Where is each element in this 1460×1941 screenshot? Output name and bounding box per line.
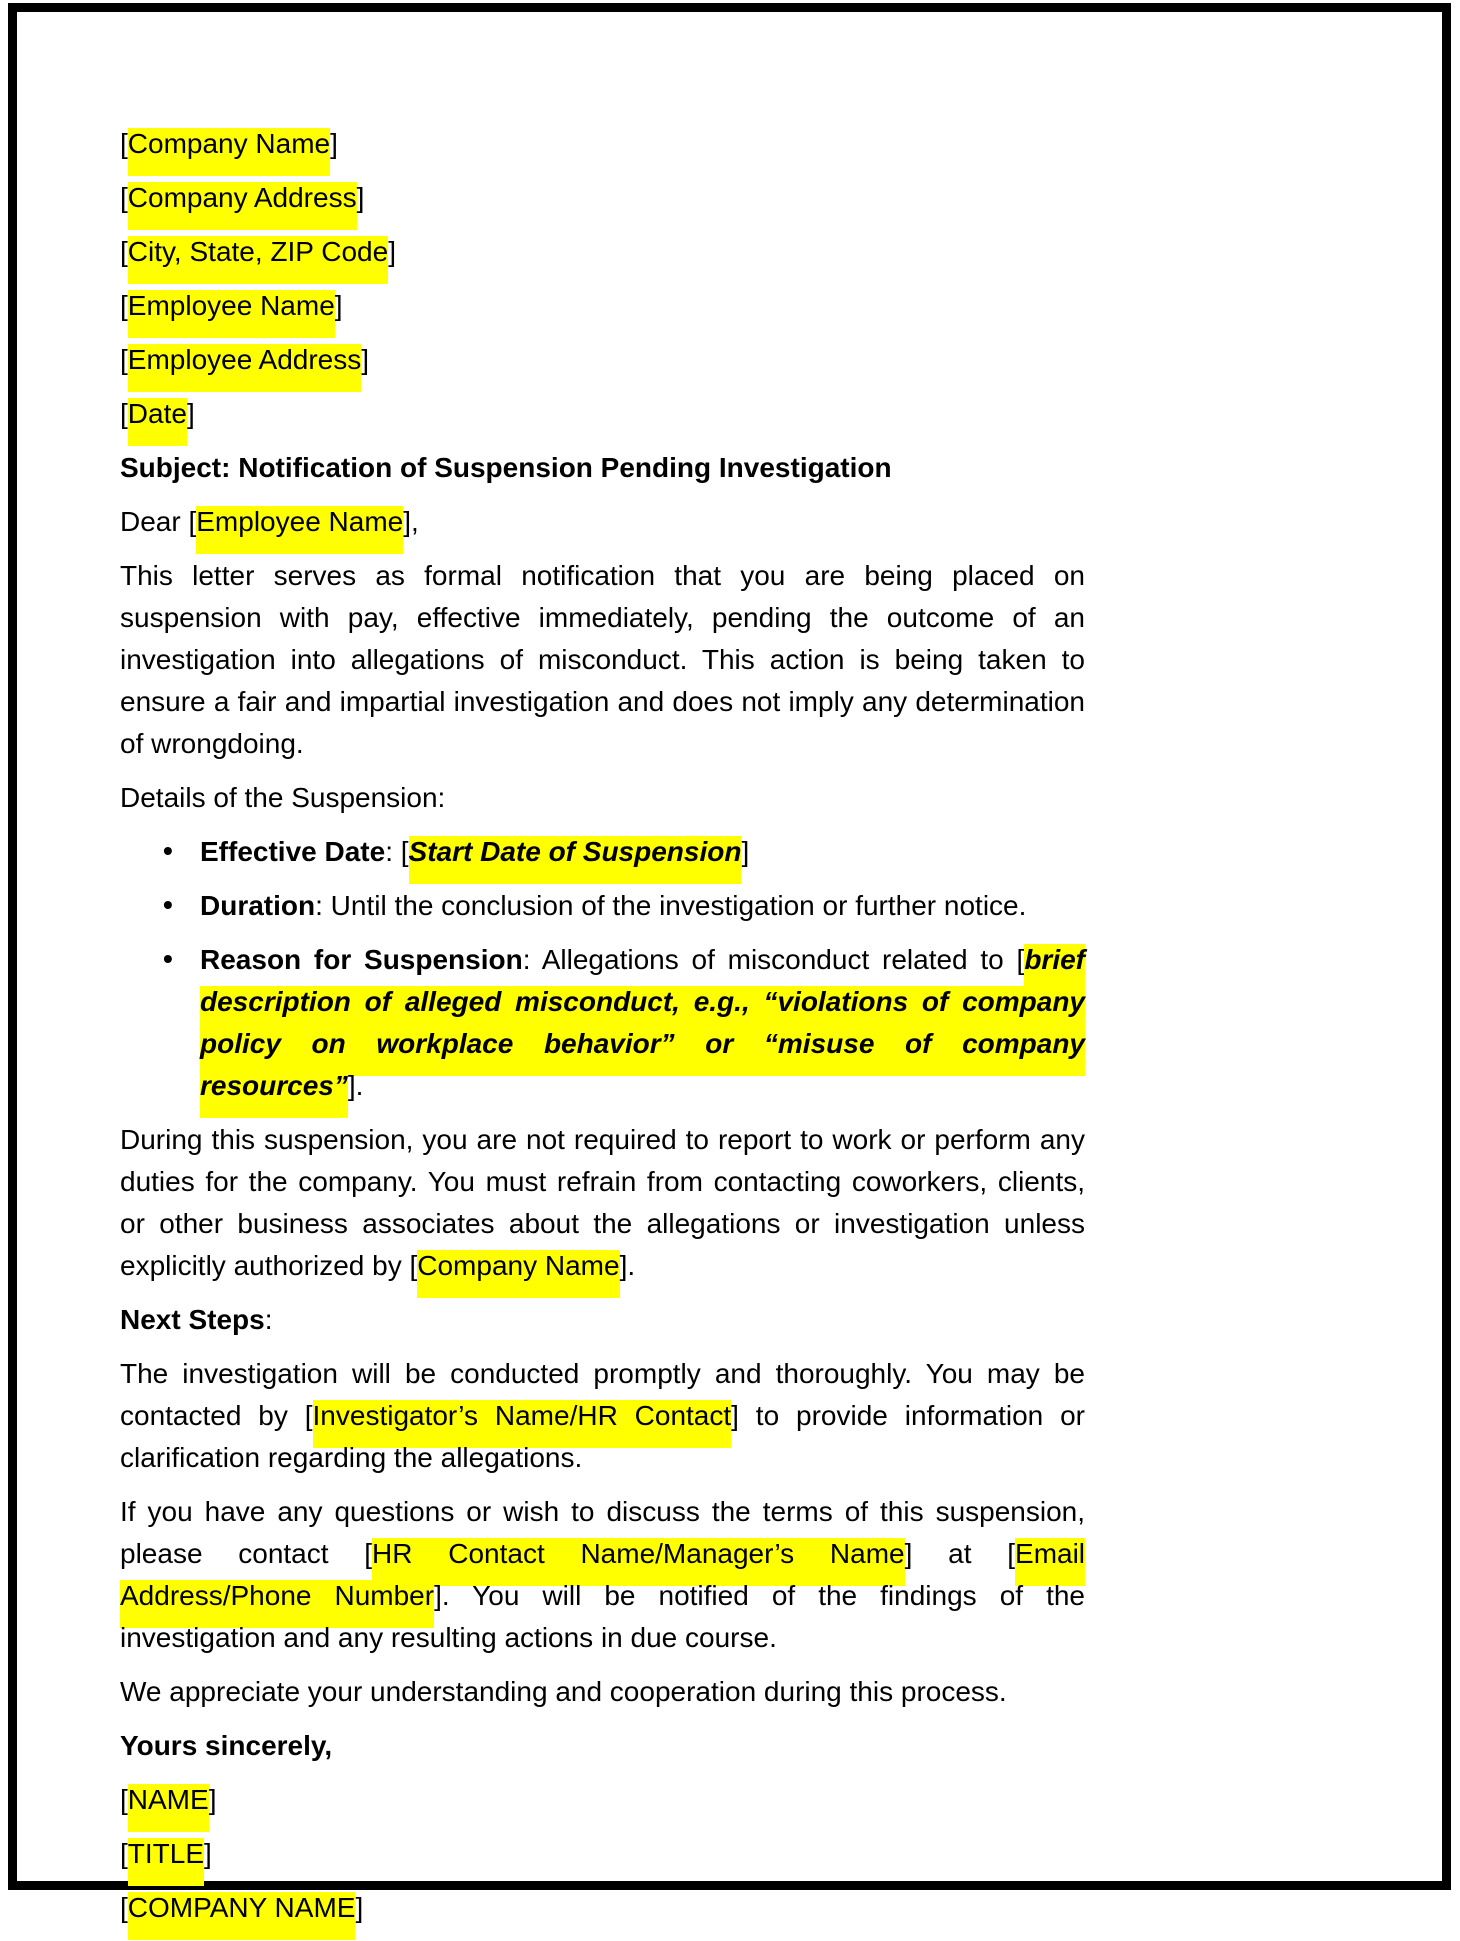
placeholder-line-employee-address <box>120 339 1085 381</box>
bullet-effective-date <box>200 831 1085 873</box>
misconduct-description-placeholder: brief description of alleged misconduct, e.g., “violations of company policy on workplace behavior” or “misuse of company resources” <box>200 944 1085 1118</box>
bullet-pre: : [ <box>385 836 409 867</box>
date-placeholder: Date <box>128 398 187 446</box>
bullet-text: Until the conclusion of the investigation or further notice. <box>330 890 1027 921</box>
details-heading: Details of the Suspension: <box>120 782 446 813</box>
during-suspension-paragraph <box>120 1119 1085 1287</box>
employee-address-placeholder: Employee Address <box>128 344 361 392</box>
intro-paragraph: This letter serves as formal notification that you are being placed on suspension with pay, effective immediately, pending the outcome of an investigation into allegations of misconduct. This action is being taken to ensure a fair and impartial investigation and does not imply any determination of wrongdoing. <box>120 560 1085 759</box>
bracket-close: ] <box>356 182 365 213</box>
start-date-placeholder: Start Date of Suspension <box>409 836 742 884</box>
bullet-reason <box>200 939 1085 1107</box>
paragraph-text: If you have any questions or wish to discuss the terms of this suspension, please contact [ <box>120 1496 1085 1569</box>
salutation-prefix: Dear [ <box>120 506 197 537</box>
bracket-open: [ <box>120 1784 128 1815</box>
employee-name-placeholder: Employee Name <box>128 290 335 338</box>
salutation-suffix: ], <box>403 506 419 537</box>
bracket-close: ] <box>186 398 195 429</box>
placeholder-line-signature-name <box>120 1779 1085 1821</box>
bracket-open: [ <box>120 290 128 321</box>
email-phone-placeholder: Email Address/Phone Number <box>120 1538 1085 1628</box>
paragraph-text: The investigation will be conducted promptly and thoroughly. You may be contacted by [ <box>120 1358 1085 1431</box>
company-name-placeholder: Company Name <box>417 1250 619 1298</box>
suspension-details-list <box>120 831 1085 1107</box>
company-name-placeholder: Company Name <box>128 128 330 176</box>
bullet-post: ] <box>741 836 750 867</box>
signature-name-placeholder: NAME <box>128 1784 209 1832</box>
bullet-label: Duration <box>200 890 316 921</box>
bracket-close: ] <box>208 1784 217 1815</box>
placeholder-line-company-name <box>120 123 1085 165</box>
paragraph-text: ] at [ <box>904 1538 1016 1569</box>
hr-contact-placeholder: HR Contact Name/Manager’s Name <box>372 1538 905 1586</box>
bracket-close: ] <box>388 236 396 267</box>
placeholder-line-date <box>120 393 1085 435</box>
bracket-open: [ <box>120 398 128 429</box>
bullet-label: Effective Date <box>200 836 386 867</box>
salutation <box>120 501 1085 543</box>
investigation-paragraph <box>120 1353 1085 1479</box>
bracket-close: ] <box>334 290 343 321</box>
paragraph-text: ]. You will be notified of the findings of the investigation and any resulting actions in due course. <box>120 1580 1085 1653</box>
placeholder-line-signature-title <box>120 1833 1085 1875</box>
questions-paragraph <box>120 1491 1085 1659</box>
city-state-zip-placeholder: City, State, ZIP Code <box>128 236 388 284</box>
bracket-open: [ <box>120 236 128 267</box>
bracket-close: ] <box>330 128 338 159</box>
placeholder-line-signature-company <box>120 1887 1085 1929</box>
bullet-duration <box>200 885 1085 927</box>
bullet-post: ]. <box>347 1070 364 1101</box>
next-steps-colon: : <box>264 1304 273 1335</box>
investigator-placeholder: Investigator’s Name/HR Contact <box>313 1400 732 1448</box>
bullet-pre: : <box>522 944 542 975</box>
paragraph-text: ]. <box>619 1250 636 1281</box>
signature-title-placeholder: TITLE <box>128 1838 204 1886</box>
bracket-open: [ <box>120 1838 128 1869</box>
bracket-open: [ <box>120 1892 128 1923</box>
company-address-placeholder: Company Address <box>128 182 357 230</box>
paragraph-text: ] to provide information or clarification regarding the allegations. <box>120 1400 1085 1473</box>
bullet-text: Allegations of misconduct related to [ <box>541 944 1025 975</box>
paragraph-text: During this suspension, you are not required to report to work or perform any duties for the company. You must refrain from contacting coworkers, clients, or other business associates about the allegations or investigation unless explicitly authorized by [ <box>120 1124 1085 1281</box>
signature-company-placeholder: COMPANY NAME <box>128 1892 356 1940</box>
letter-content <box>120 123 1085 1941</box>
signoff: Yours sincerely, <box>120 1730 333 1761</box>
placeholder-line-company-address <box>120 177 1085 219</box>
placeholder-line-employee-name <box>120 285 1085 327</box>
bracket-open: [ <box>120 344 128 375</box>
bracket-close: ] <box>361 344 370 375</box>
bullet-pre: : <box>315 890 331 921</box>
bracket-close: ] <box>355 1892 364 1923</box>
bracket-close: ] <box>204 1838 212 1869</box>
placeholder-line-city-state-zip <box>120 231 1085 273</box>
bullet-label: Reason for Suspension <box>200 944 523 975</box>
next-steps-heading <box>120 1299 1085 1341</box>
appreciation-paragraph: We appreciate your understanding and cooperation during this process. <box>120 1676 1007 1707</box>
bracket-open: [ <box>120 182 128 213</box>
subject-line: Subject: Notification of Suspension Pending Investigation <box>120 452 892 483</box>
bracket-open: [ <box>120 128 128 159</box>
employee-name-placeholder: Employee Name <box>196 506 403 554</box>
next-steps-label: Next Steps <box>120 1304 265 1335</box>
